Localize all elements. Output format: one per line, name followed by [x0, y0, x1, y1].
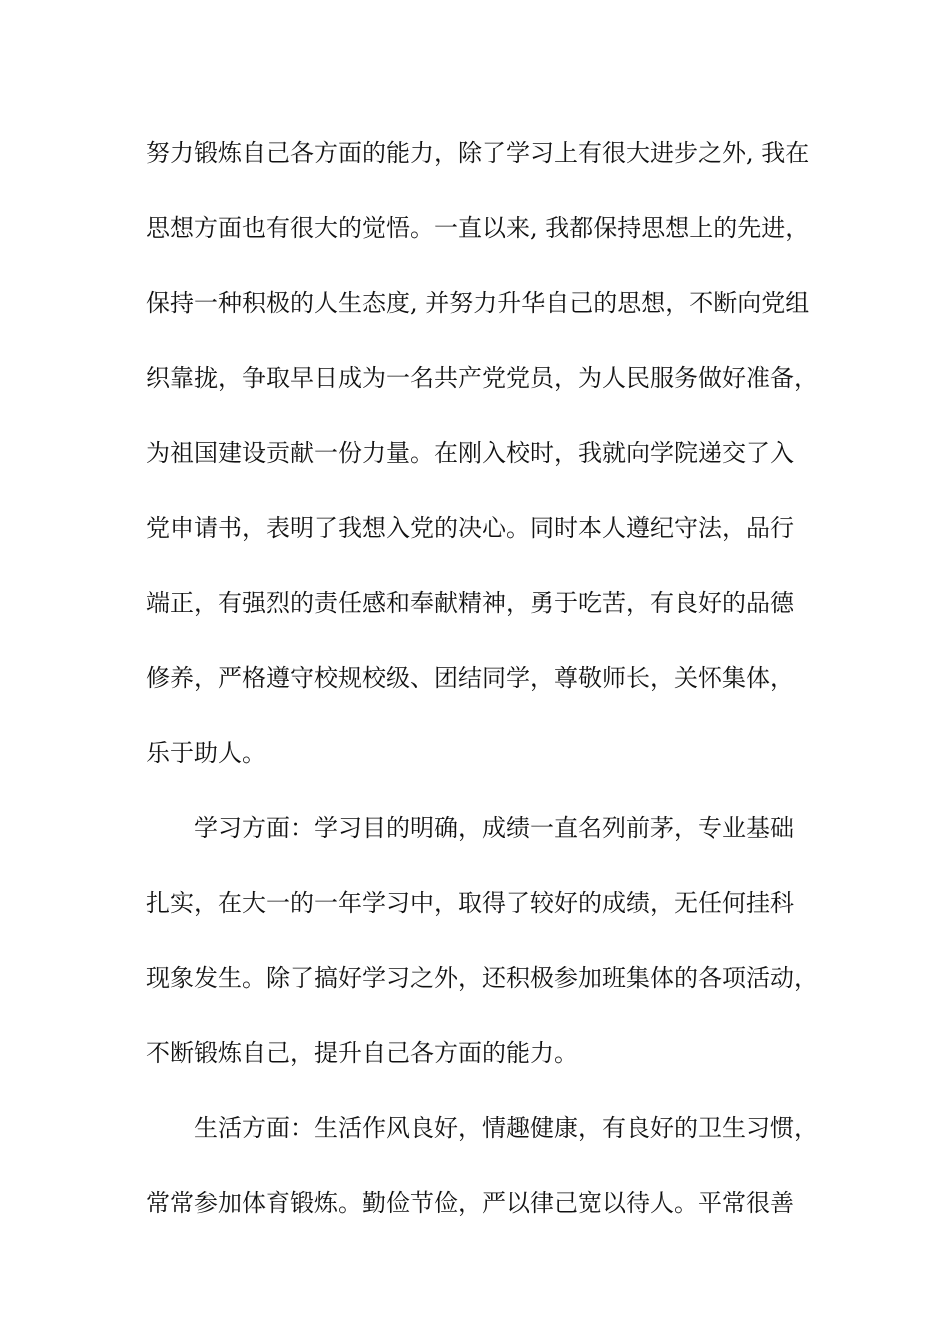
paragraph-study — [146, 803, 826, 1103]
text-line: 学习方面：学习目的明确，成绩一直名列前茅，专业基础 — [194, 814, 794, 842]
text-line: 现象发生。除了搞好学习之外，还积极参加班集体的各项活动， — [146, 964, 818, 992]
text-line: 为祖国建设贡献一份力量。在刚入校时，我就向学院递交了入 — [146, 439, 794, 467]
text-line: 不断锻炼自己，提升自己各方面的能力。 — [146, 1039, 578, 1067]
text-line: 党申请书，表明了我想入党的决心。同时本人遵纪守法，品行 — [146, 514, 794, 542]
text-line: 思想方面也有很大的觉悟。一直以来, 我都保持思想上的先进， — [146, 214, 810, 242]
text-line: 生活方面：生活作风良好，情趣健康，有良好的卫生习惯， — [194, 1114, 818, 1142]
text-line: 努力锻炼自己各方面的能力，除了学习上有很大进步之外, 我在 — [146, 139, 810, 167]
text-line: 端正，有强烈的责任感和奉献精神，勇于吃苦，有良好的品德 — [146, 589, 794, 617]
text-line: 修养，严格遵守校规校级、团结同学，尊敬师长，关怀集体， — [146, 664, 794, 692]
text-line: 织靠拢，争取早日成为一名共产党党员，为人民服务做好准备， — [146, 364, 818, 392]
document-body — [146, 128, 826, 1253]
text-line: 乐于助人。 — [146, 739, 266, 767]
text-line: 常常参加体育锻炼。勤俭节俭，严以律己宽以待人。平常很善 — [146, 1189, 794, 1217]
text-line: 扎实，在大一的一年学习中，取得了较好的成绩，无任何挂科 — [146, 889, 794, 917]
text-line: 保持一种积极的人生态度, 并努力升华自己的思想，不断向党组 — [146, 289, 810, 317]
paragraph-life — [146, 1103, 826, 1253]
paragraph-1 — [146, 128, 826, 803]
